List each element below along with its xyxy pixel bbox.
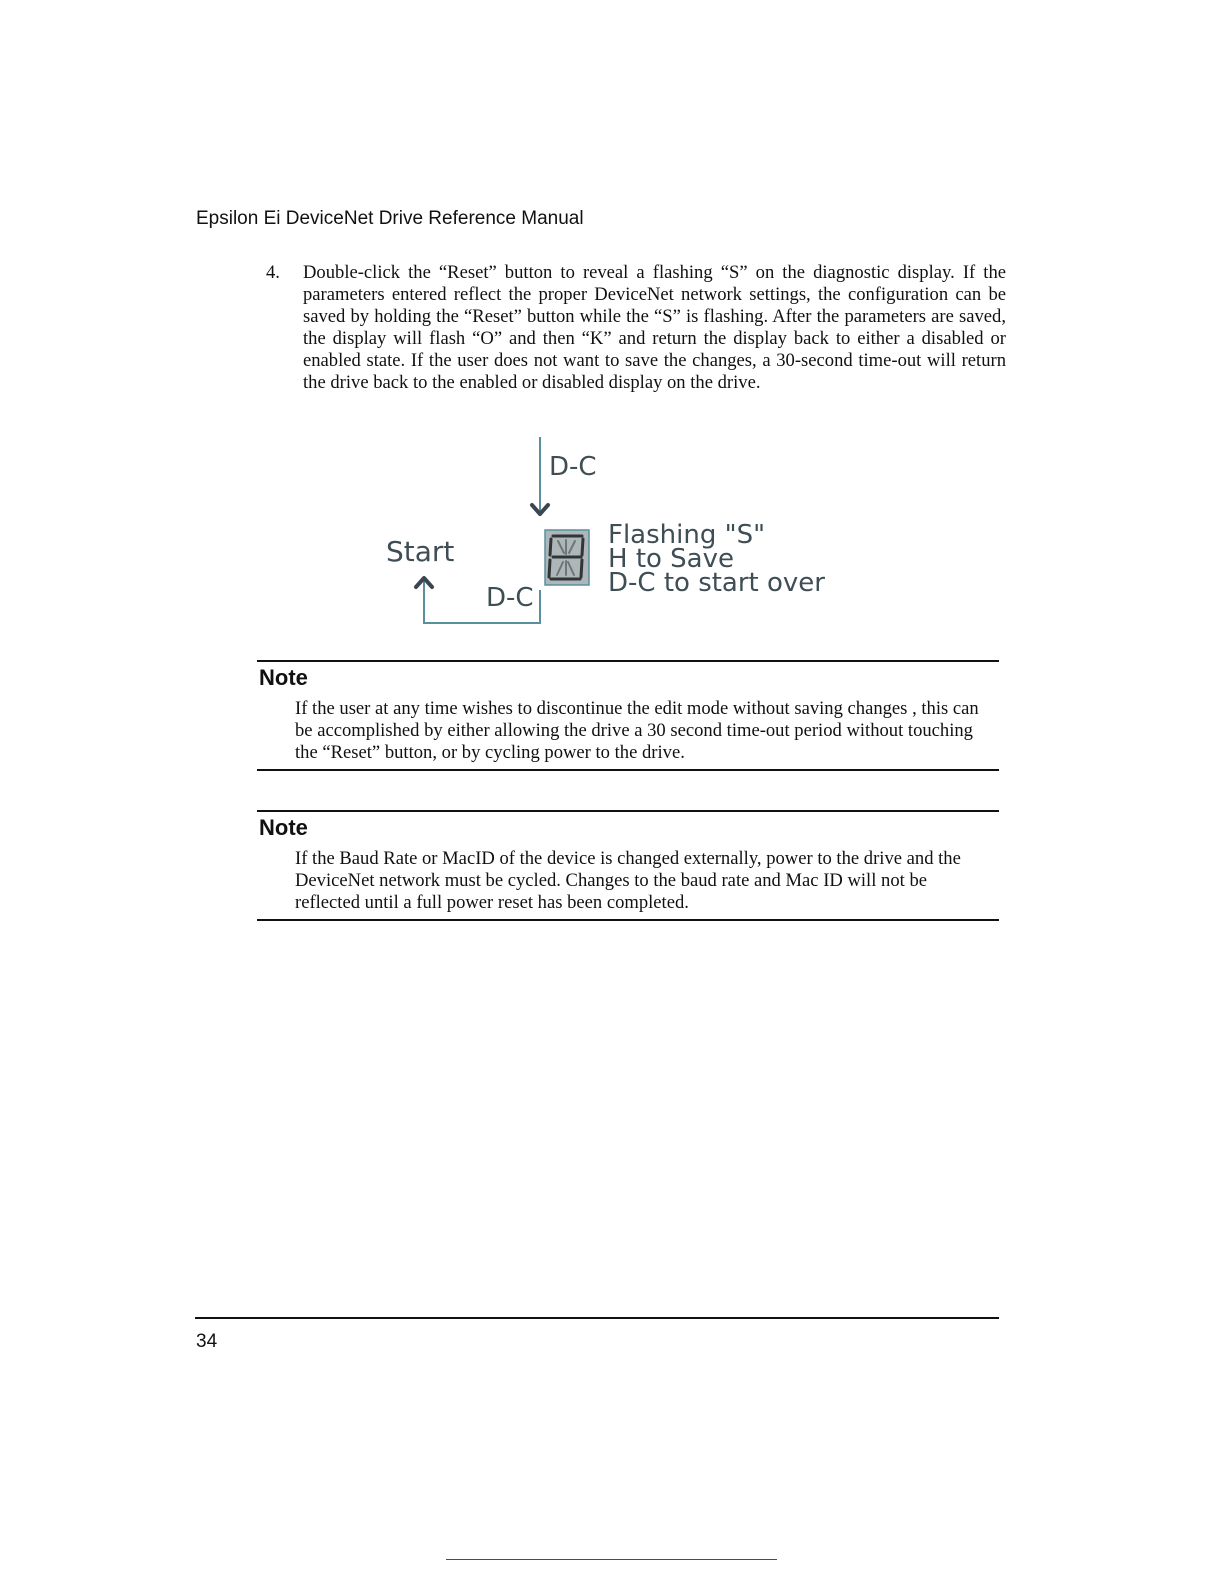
running-header: Epsilon Ei DeviceNet Drive Reference Manual bbox=[196, 208, 584, 229]
note-box-edit-mode bbox=[257, 660, 999, 771]
step-text: Double-click the “Reset” button to reveal a flashing “S” on the diagnostic display. If the parameters entered reflect the proper DeviceNet network settings, the configuration can be saved by holding the “Reset” button while the “S” is flashing. After the parameters are saved, the display will flash “O” and then “K” and return the display back to either a disabled or enabled state. If the user does not want to save the changes, a 30-second time-out will return the drive back to the enabled or disabled display on the drive. bbox=[303, 262, 1006, 393]
bottom-dc-label: D-C bbox=[486, 583, 534, 613]
dc-start-over-label: D-C to start over bbox=[608, 568, 825, 598]
top-arrow-head-icon bbox=[532, 505, 548, 514]
page-number: 34 bbox=[196, 1331, 218, 1352]
diagnostic-display-icon bbox=[545, 530, 589, 585]
footer-rule bbox=[195, 1317, 999, 1319]
top-dc-label: D-C bbox=[549, 452, 597, 482]
bottom-link-underline bbox=[446, 1559, 777, 1560]
flashing-s-label: Flashing "S" bbox=[608, 520, 766, 550]
note-body: If the user at any time wishes to discontinue the edit mode without saving changes , this can be accomplished by either allowing the drive a 30 second time-out period without touching the “Reset” button, or by cycling power to the drive. bbox=[295, 698, 979, 763]
note-title: Note bbox=[259, 815, 308, 840]
step-number: 4. bbox=[266, 262, 280, 283]
h-to-save-label: H to Save bbox=[608, 544, 735, 574]
note-body: If the Baud Rate or MacID of the device is changed externally, power to the drive and the DeviceNet network must be cycled. Changes to the baud rate and Mac ID will not be reflected until a full power reset has been completed. bbox=[295, 848, 961, 913]
note-title: Note bbox=[259, 665, 308, 690]
start-arrow-head-icon bbox=[416, 578, 432, 587]
note-box-baud-rate bbox=[257, 810, 999, 921]
start-label: Start bbox=[386, 535, 455, 568]
step-4 bbox=[266, 262, 1006, 393]
return-loop-line bbox=[424, 580, 540, 623]
